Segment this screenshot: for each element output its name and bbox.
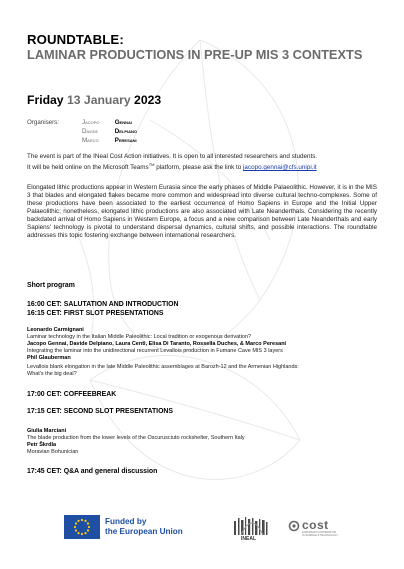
talk-speaker: Phil Glauberman [27, 355, 71, 361]
cost-sub-line-1: EUROPEAN COOPERATION [302, 531, 337, 534]
intro-line-2 [27, 161, 379, 172]
date-day-month: 13 January [66, 93, 131, 107]
talk-title-cont: What's the big deal? [27, 371, 77, 377]
talk-title: The blade production from the lower levels of the Oscurusciuto rockshelter, Southern Italy [27, 435, 245, 441]
organiser-row [82, 118, 132, 127]
date-weekday: Friday [27, 93, 64, 107]
eu-line-1: Funded by [105, 517, 147, 526]
organiser-last-name: Delpiano [114, 128, 137, 135]
date-year: 2023 [134, 93, 162, 107]
intro-line-1: The event is part of the INeal Cost Action initiatives. It is open to all interested researchers and students. [27, 153, 318, 160]
organiser-row [82, 136, 137, 145]
program-heading: Short program [27, 282, 75, 289]
eu-stars-icon [64, 515, 100, 539]
eu-flag-icon [64, 515, 100, 539]
organiser-row [82, 127, 137, 136]
eu-funding-text [105, 517, 183, 537]
page-title: ROUNDTABLE: [27, 32, 124, 47]
talk-title: Moravian Bohunician [27, 449, 79, 455]
talk-speaker: Jacopo Gennai, Davide Delpiano, Laura Centi, Elisa Di Taranto, Rossella Duches, & Marco Peresani [27, 341, 287, 347]
program-slot: 16:00 CET: SALUTATION AND INTRODUCTION [27, 301, 179, 308]
talk-speaker: Leonardo Carmignani [27, 327, 84, 333]
program-slot: 17:15 CET: SECOND SLOT PRESENTATIONS [27, 408, 173, 415]
organiser-first-name: Jacopo [82, 119, 100, 126]
talk-title: Laminar technology in the Italian Middle Paleolithic: Local tradition or exogenous derivation? [27, 334, 252, 340]
ineal-logo [231, 513, 273, 545]
organiser-first-name: Marco [82, 137, 99, 144]
program-slot: 16:15 CET: FIRST SLOT PRESENTATIONS [27, 310, 164, 317]
cost-subtitle [302, 531, 338, 537]
talk-title: Levallois blank elongation in the late Middle Paleolithic assemblages at Barozh-12 and the Armenian Highlands: [27, 364, 299, 370]
organiser-first-name: Davide [82, 128, 99, 135]
ineal-label: INEAL [241, 536, 256, 542]
talk-speaker: Petr Škrdla [27, 442, 57, 448]
cost-logo [288, 518, 344, 544]
organisers-label: Organisers: [27, 119, 59, 126]
event-date [27, 93, 161, 107]
cost-sub-line-2: IN SCIENCE & TECHNOLOGY [302, 534, 339, 537]
intro-line-2-mid: platform, please ask the link to [154, 164, 244, 172]
cost-mark-icon [288, 520, 300, 532]
organiser-last-name: Peresani [114, 137, 137, 144]
program-slot: 17:00 CET: COFFEEBREAK [27, 391, 117, 398]
page-subtitle: LAMINAR PRODUCTIONS IN PRE-UP MIS 3 CONTEXTS [27, 47, 363, 62]
organiser-last-name: Gennai [114, 119, 132, 126]
talk-speaker: Giulia Marciani [27, 428, 67, 434]
contact-email-link[interactable]: jacopo.gennai@cfs.unipi.it [243, 164, 317, 172]
intro-line-2-pre: It will be held online on the Microsoft Teams [27, 164, 149, 172]
cost-wordmark: cost [302, 518, 329, 532]
abstract-paragraph: Elongated lithic productions appear in Western Eurasia since the early phases of Middle Palaeolithic. However, it is in the MIS 3 that blades and elongated flakes became more common and widespread into diverse cultural techno-complexes. Some of these productions have been associated to the earliest occurrence of Homo Sapiens in Europe and the Initial Upper Palaeolithic; nonetheless, elongated lithic productions are also associated with Late Neanderthals. Considering the recently backdated arrival of Homo Sapiens in Western Europe, a focus and a new comparison between Late Neanderthals and early Sapiens' technology is pivotal to understand dispersal dynamics, cultural shifts, and possible interactions. The roundtable addresses this topic fostering exchange between international researchers. [27, 184, 377, 240]
program-slot: 17:45 CET: Q&A and general discussion [27, 468, 158, 475]
trademark-sup: TM [148, 162, 155, 167]
eu-line-2: the European Union [105, 527, 183, 536]
talk-title: Integrating the laminar into the unidirectional recurrent Levallois production in Fumane Cave MIS 3 layers [27, 348, 283, 354]
intro-paragraph [27, 153, 379, 172]
